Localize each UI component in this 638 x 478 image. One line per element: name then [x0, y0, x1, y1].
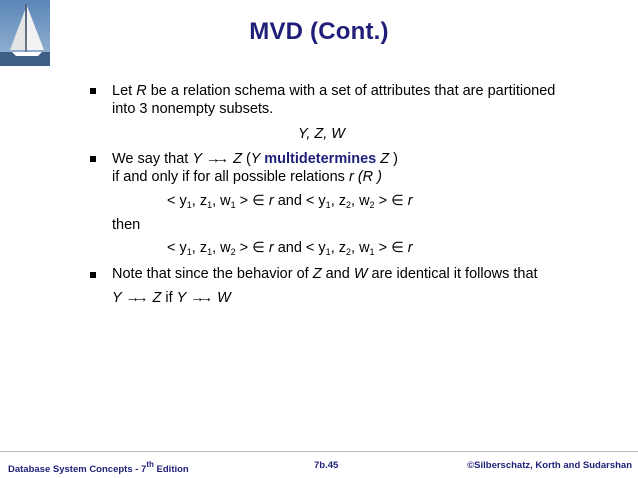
bullet1-line1: Let R be a relation schema with a set of attributes that are partitioned — [112, 83, 556, 99]
slide-title: MVD (Cont.) — [249, 18, 389, 45]
bullet-marker — [90, 88, 96, 94]
bullet2-line1: We say that Y →→ Z (Y multidetermines Z ) — [112, 151, 398, 167]
footer-book-title: Database System Concepts - 7th Edition — [8, 460, 189, 475]
subset-names: Y, Z, W — [298, 126, 345, 142]
bullet3-line1: Note that since the behavior of Z and W are identical it follows that — [112, 266, 538, 282]
multidetermines-keyword: multidetermines — [264, 151, 377, 167]
bullet2-line2: if and only if for all possible relations r (R ) — [112, 169, 382, 185]
footer-divider — [0, 451, 638, 452]
then-label: then — [112, 217, 141, 233]
bullet3-line2: Y →→ Z if Y →→ W — [112, 290, 231, 306]
tuple-condition-1: < $y_1$, $z_1$, $w_1$ > ∈ r and < $y_1$, $z_2$, $w_2$ > ∈ r — [167, 193, 413, 210]
bullet-marker — [90, 272, 96, 278]
footer-copyright: ©Silberschatz, Korth and Sudarshan — [467, 460, 632, 471]
footer-page-number: 7b.45 — [314, 460, 339, 471]
tuple-condition-2: < $y_1$, $z_1$, $w_2$ > ∈ r and < $y_1$, $z_2$, $w_1$ > ∈ r — [167, 240, 413, 257]
bullet1-line2: into 3 nonempty subsets. — [112, 101, 274, 117]
bullet-marker — [90, 156, 96, 162]
